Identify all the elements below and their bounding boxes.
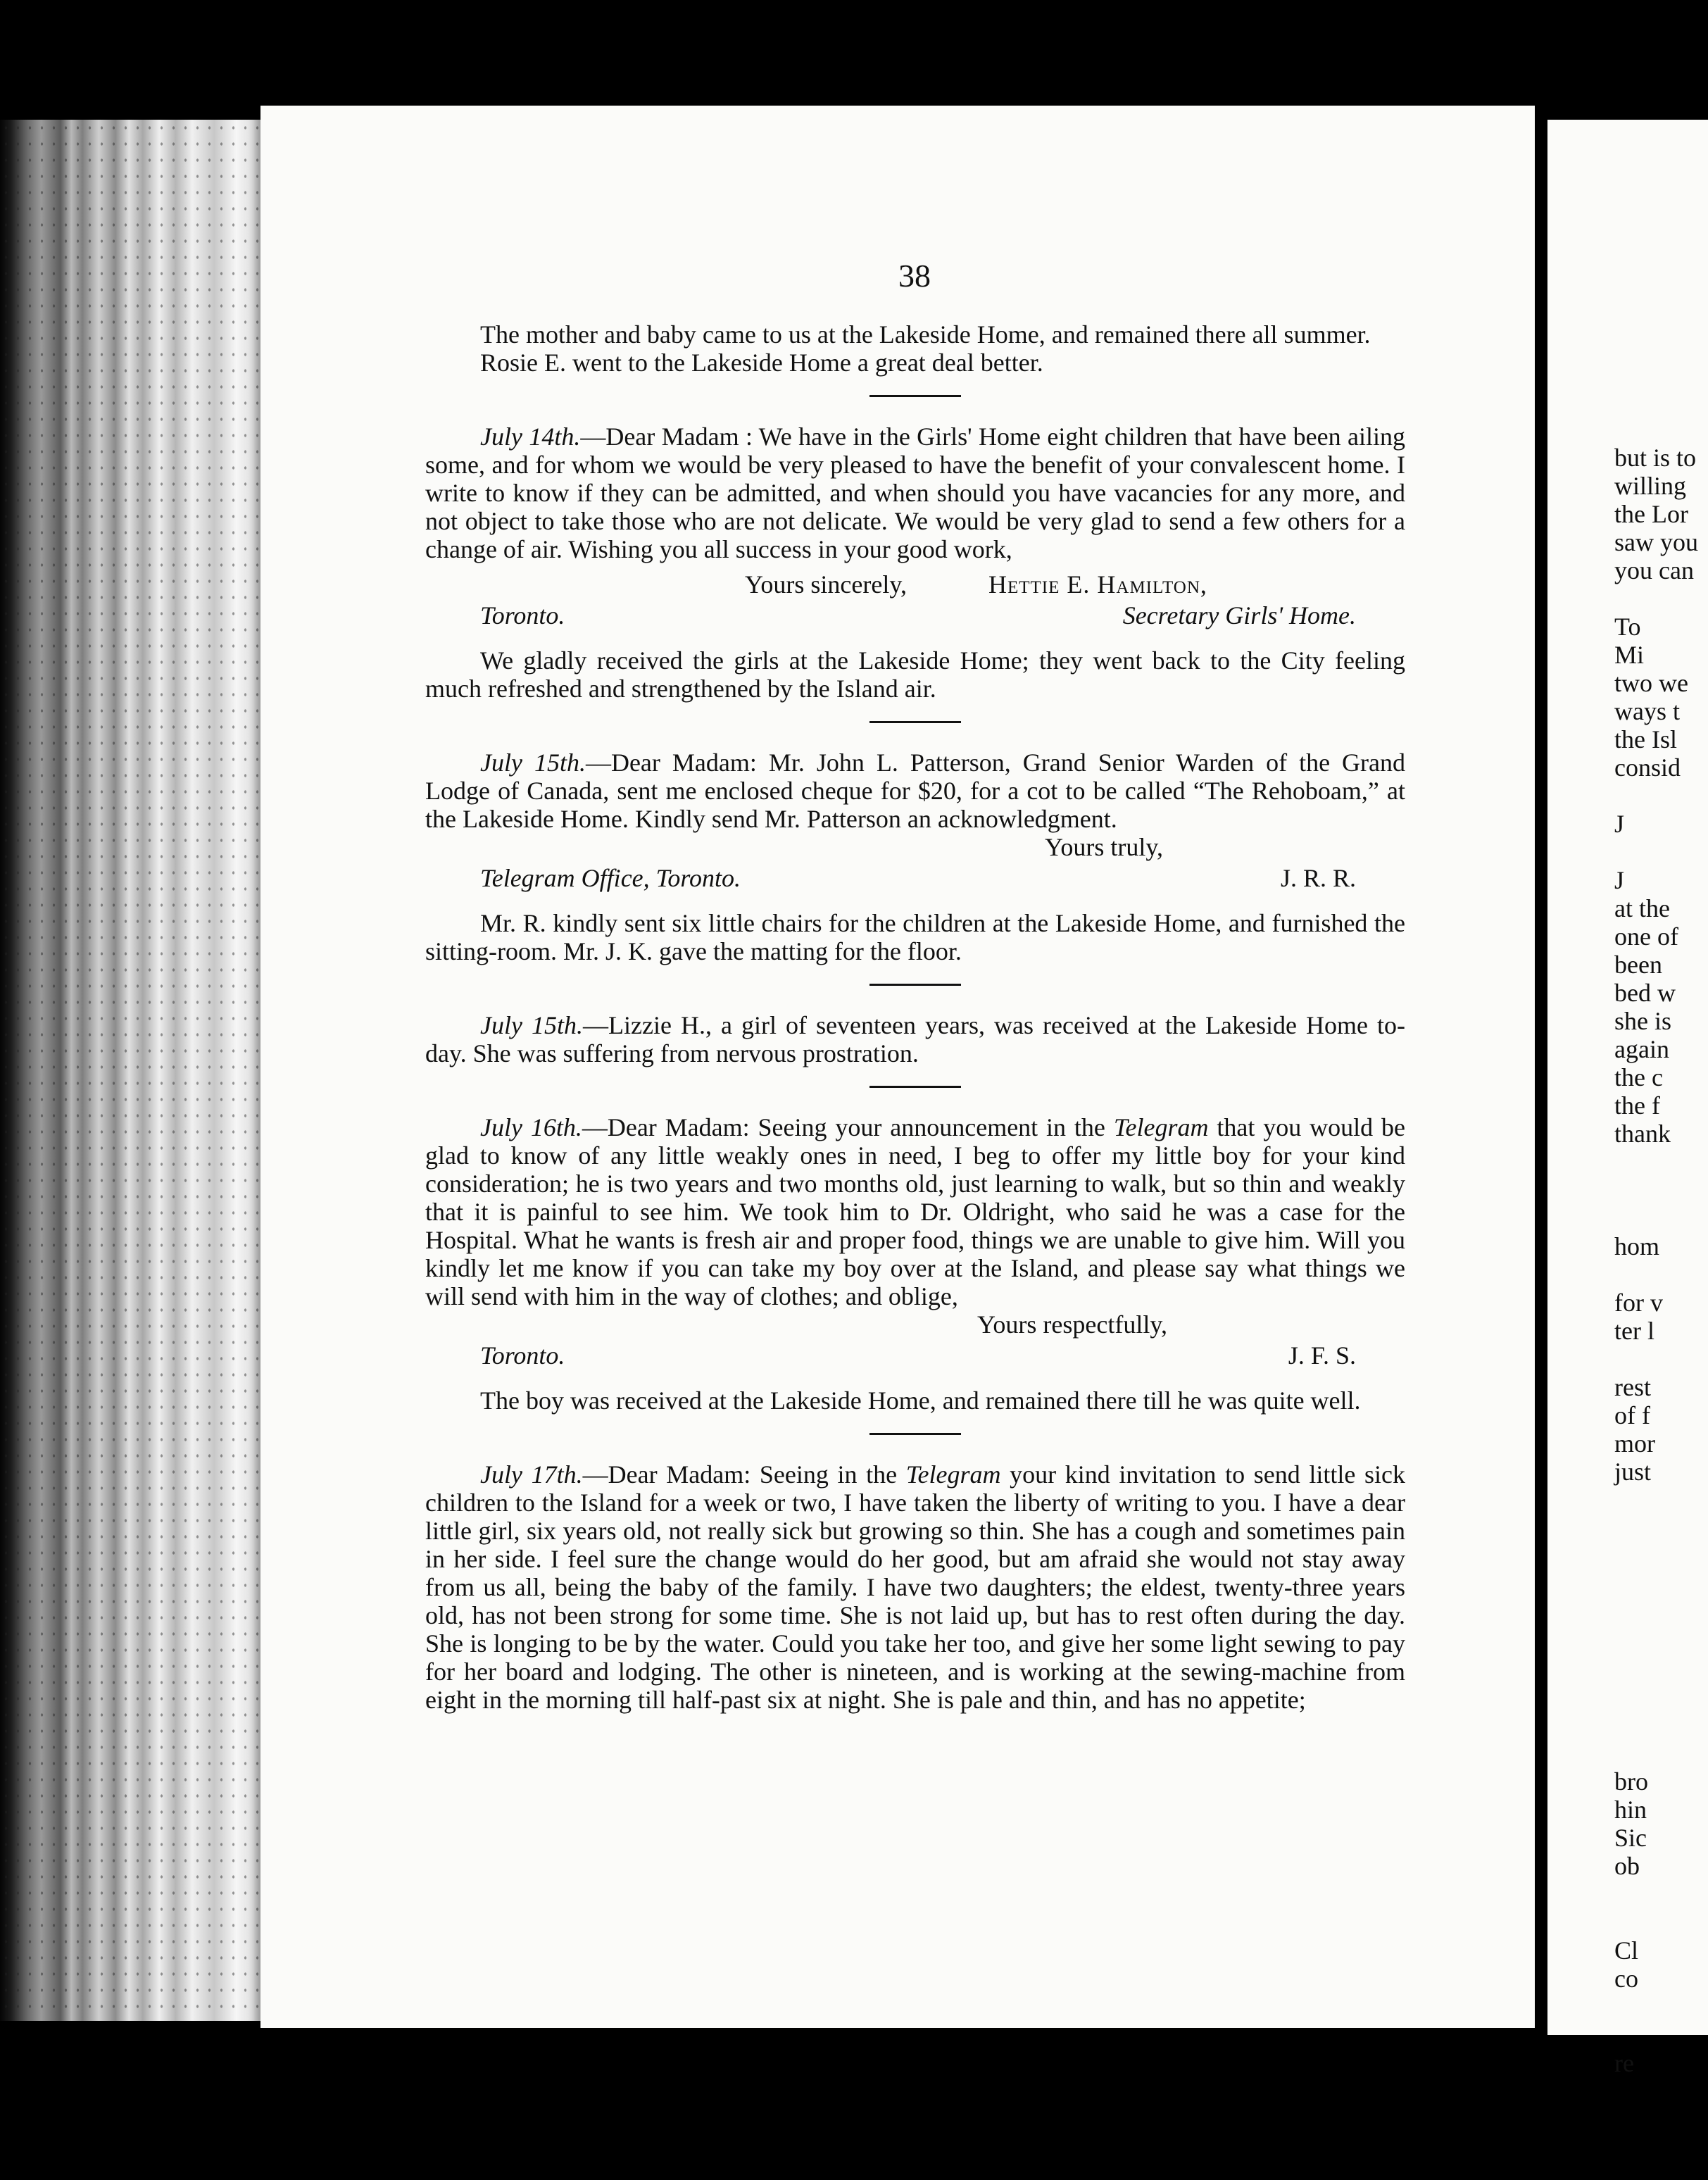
entry-sender-line [425, 1341, 1405, 1372]
right-page-fragment: just [1614, 1458, 1652, 1486]
right-page-fragment [1614, 1683, 1698, 1711]
section-rule [869, 1086, 961, 1088]
right-page-fragment: co [1614, 1965, 1638, 1993]
entry-july-16 [425, 1113, 1405, 1310]
sender-initials: J. F. S. [1288, 1341, 1356, 1370]
right-page-fragment: you can [1614, 556, 1694, 584]
right-page-fragment: again [1614, 1035, 1669, 1063]
entry-signature-block [425, 833, 1405, 864]
entry-july-15-b [425, 1011, 1405, 1067]
right-page-fragment [1614, 1880, 1698, 1908]
entry-date: July 16th. [480, 1113, 582, 1141]
right-page-fragment: rest [1614, 1373, 1651, 1401]
right-page-fragment: bro [1614, 1767, 1648, 1796]
section-rule [869, 984, 961, 986]
right-page-fragment: ways t [1614, 697, 1680, 725]
entry-body: —Dear Madam: Seeing your announcement in the [582, 1113, 1114, 1141]
entry-body: —Dear Madam : We have in the Girls' Home eight children that have been ailing some, and for whom we would be very pleased to have the benefit of your convalescent home. I write to know if they can be admitted, and when should you have vacancies for any more, and not object to take those who are not delicate. We would be very glad to send a few others for a change of air. Wishing you all success in your good work, [425, 422, 1405, 563]
entry-date: July 15th. [480, 1011, 583, 1039]
right-page-fragment: Mi [1614, 641, 1645, 669]
entry-july-15 [425, 748, 1405, 833]
section-rule [869, 721, 961, 723]
right-page-fragment [1614, 1570, 1698, 1598]
right-page-fragment: Sic [1614, 1824, 1647, 1852]
entry-body: your kind invitation to send little sick children to the Island for a week or two, I have taken the liberty of writing to you. I have a dear little girl, six years old, not really sick but growing so thin. She has a cough and sometimes pain in her side. I feel sure the change would do her good, but am afraid she would not stay away from us all, being the baby of the family. I have two daughters; the eldest, twenty-three years old, has not been strong for some time. She is not laid up, but has to rest often during the day. She is longing to be by the water. Could you take her too, and give her some light sewing to pay for her board and lodging. The other is nineteen, and is working at the sewing-machine from eight in the morning till half-past six at night. She is pale and thin, and has no appetite; [425, 1460, 1405, 1714]
entry-body: —Dear Madam: Seeing in the [582, 1460, 906, 1489]
right-page-fragment: willing [1614, 472, 1687, 500]
right-page-text-fragments [1614, 444, 1698, 2077]
paragraph-intro-1: The mother and baby came to us at the Lakeside Home, and remained there all summer. [480, 320, 1371, 349]
section-rule [869, 395, 961, 397]
closing-salutation: Yours truly, [1045, 833, 1164, 861]
entry-july-17 [425, 1460, 1405, 1714]
entry-note: Mr. R. kindly sent six little chairs for the children at the Lakeside Home, and furnished the sitting-room. Mr. J. K. gave the matting for the floor. [425, 909, 1405, 965]
right-page-fragment: Cl [1614, 1936, 1639, 1965]
right-page-fragment [1614, 1176, 1698, 1204]
entry-note: The boy was received at the Lakeside Home, and remained there till he was quite well. [480, 1386, 1361, 1415]
right-page-fragment: saw you [1614, 528, 1698, 556]
right-page-fragment: consid [1614, 753, 1681, 782]
right-page-fragment [1614, 838, 1698, 866]
right-page-fragment: she is [1614, 1007, 1671, 1035]
right-page-fragment: J [1614, 866, 1625, 894]
entry-date: July 17th. [480, 1460, 583, 1489]
right-page-fragment: the Lor [1614, 500, 1688, 528]
right-page-fragment [1614, 1993, 1698, 2021]
right-page-fragment: To [1614, 613, 1641, 641]
right-page-fragment: but is to [1614, 444, 1697, 472]
entry-signature-block [425, 1310, 1405, 1341]
right-page-fragment [1614, 1908, 1698, 1936]
entry-signature-block [425, 570, 1405, 601]
entry-body: that you would be glad to know of any little weakly ones in need, I beg to offer my little boy for your kind consideration; he is two years and two months old, just learning to walk, but so thin and weakly that it is painful to see him. We took him to Dr. Oldright, who said he was a case for the Hospital. What he wants is fresh air and proper food, things we are unable to give him. Will you kindly let me know if you can take my boy over at the Island, and please say what things we will send with him in the way of clothes; and oblige, [425, 1113, 1405, 1310]
right-page-fragment: the Isl [1614, 725, 1677, 753]
right-page-fragment: at the [1614, 894, 1670, 922]
right-page-fragment [1614, 1486, 1698, 1514]
right-page-fragment: re [1614, 2049, 1634, 2077]
right-page-fragment [1614, 1345, 1698, 1373]
right-page-fragment [1614, 1148, 1698, 1176]
right-page-fragment [1614, 1655, 1698, 1683]
right-page-fragment [1614, 584, 1698, 613]
signer-name: Hettie E. Hamilton, [988, 570, 1207, 599]
right-page-fragment: thank [1614, 1120, 1671, 1148]
entry-body: —Lizzie H., a girl of seventeen years, was received at the Lakeside Home to-day. She was suffering from nervous prostration. [425, 1011, 1405, 1067]
right-page-fragment [1614, 2021, 1698, 2049]
right-page-fragment [1614, 1598, 1698, 1627]
right-page-fragment: ter l [1614, 1317, 1654, 1345]
page-text [425, 320, 1405, 1714]
section-rule [869, 1433, 961, 1435]
closing-salutation: Yours sincerely, [745, 570, 907, 599]
sender-title: Secretary Girls' Home. [1122, 601, 1356, 629]
sender-place: Toronto. [480, 1341, 565, 1370]
right-page-fragment: bed w [1614, 979, 1676, 1007]
right-page-fragment [1614, 1739, 1698, 1767]
right-page-fragment [1614, 1514, 1698, 1542]
entry-body: —Dear Madam: Mr. John L. Patterson, Grand Senior Warden of the Grand Lodge of Canada, sent me enclosed cheque for $20, for a cot to be called “The Rehoboam,” at the Lakeside Home. Kindly send Mr. Patterson an acknowledgment. [425, 748, 1405, 833]
book-page-edges [0, 120, 275, 2021]
sender-place: Toronto. [480, 601, 565, 629]
right-page-fragment: hin [1614, 1796, 1647, 1824]
right-page-fragment: been [1614, 951, 1662, 979]
page-number: 38 [898, 258, 931, 294]
right-page-fragment: of f [1614, 1401, 1650, 1429]
right-page-fragment [1614, 782, 1698, 810]
right-page [1535, 120, 1708, 2077]
entry-date: July 15th. [480, 748, 586, 777]
right-page-fragment [1614, 1260, 1698, 1289]
right-page-fragment [1614, 1542, 1698, 1570]
entry-date: July 14th. [480, 422, 581, 451]
right-page-fragment: one of [1614, 922, 1678, 951]
newspaper-name: Telegram [905, 1460, 1001, 1489]
right-page-fragment [1614, 1204, 1698, 1232]
right-page-fragment: the c [1614, 1063, 1663, 1091]
right-page-fragment: for v [1614, 1289, 1663, 1317]
right-page-fragment [1614, 1627, 1698, 1655]
right-page-fragment [1614, 1711, 1698, 1739]
newspaper-name: Telegram [1113, 1113, 1209, 1141]
right-page-fragment: J [1614, 810, 1625, 838]
right-page-fragment: ob [1614, 1852, 1640, 1880]
right-page-fragment: the f [1614, 1091, 1660, 1120]
entry-note: We gladly received the girls at the Lakeside Home; they went back to the City feeling much refreshed and strengthened by the Island air. [425, 646, 1405, 703]
sender-place: Telegram Office, Toronto. [480, 864, 741, 892]
entry-sender-line [425, 864, 1405, 895]
entry-july-14 [425, 422, 1405, 563]
right-page-fragment: hom [1614, 1232, 1660, 1260]
sender-initials: J. R. R. [1280, 864, 1356, 892]
closing-salutation: Yours respectfully, [977, 1310, 1167, 1339]
right-page-fragment: two we [1614, 669, 1688, 697]
entry-sender-line [425, 601, 1405, 632]
paragraph-intro-2: Rosie E. went to the Lakeside Home a great deal better. [480, 349, 1043, 377]
right-page-fragment: mor [1614, 1429, 1655, 1458]
